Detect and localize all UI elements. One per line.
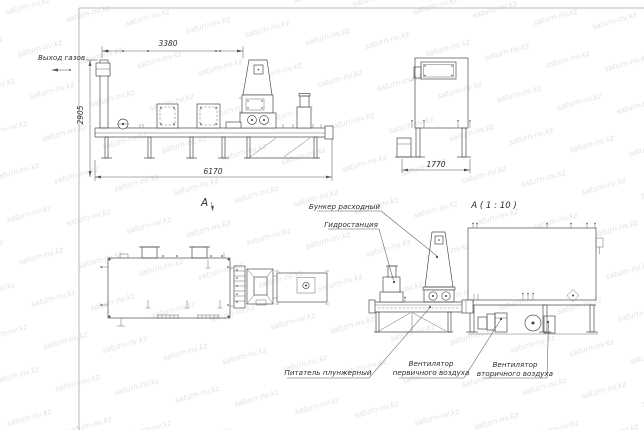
primary-fan-label-line2: первичного воздуха — [392, 368, 470, 377]
furnace-body — [468, 223, 603, 305]
secondary-fan-label-line2: вторичного воздуха — [476, 369, 554, 378]
detail-title: А ( 1 : 10 ) — [471, 201, 517, 211]
dim-2905-text: 2905 — [76, 105, 85, 125]
hydrostation-label: Гидростанция — [324, 220, 378, 229]
hatch-box-2 — [197, 104, 220, 128]
feeder-label: Питатель плунжерный — [284, 368, 372, 377]
hatch-box-1 — [157, 104, 178, 128]
gas-outlet-text: Выход газов — [38, 53, 86, 62]
detail-feeder-head — [424, 290, 454, 302]
hopper-label: Бункер расходный — [308, 202, 380, 211]
secondary-fan-label-line1: Вентилятор — [492, 360, 538, 369]
dim-3380-text: 3380 — [158, 39, 178, 48]
dim-1770-text: 1770 — [426, 160, 446, 169]
dim-6170-text: 6170 — [203, 167, 223, 176]
view-a-letter: А — [201, 197, 209, 209]
primary-fan-label-line1: Вентилятор — [408, 359, 454, 368]
gas-outlet-stub — [96, 63, 110, 76]
